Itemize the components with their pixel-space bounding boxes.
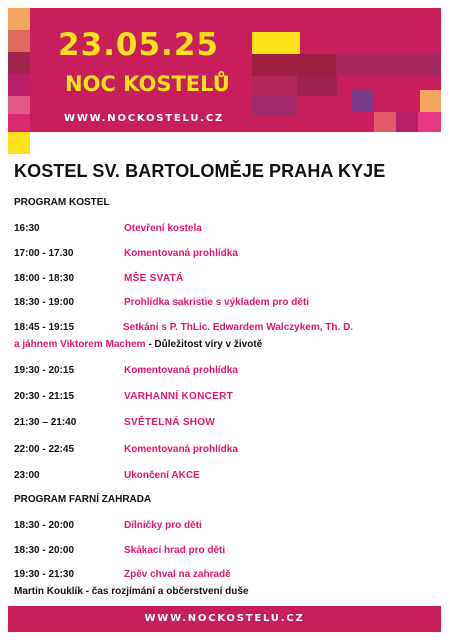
program-time: 17:00 - 17.30 — [14, 248, 74, 259]
section-heading-kostel: PROGRAM KOSTEL — [14, 197, 110, 208]
garden-event: Dílničky pro děti — [124, 520, 202, 531]
program-time: 21:30 – 21:40 — [14, 417, 77, 428]
program-time: 19:30 - 20:15 — [14, 365, 75, 376]
program-time: 16:30 — [14, 223, 40, 234]
mosaic-tile — [352, 90, 374, 112]
program-time: 18:00 - 18:30 — [14, 273, 75, 284]
program-event-continuation — [14, 340, 262, 350]
mosaic-tile — [8, 8, 30, 30]
header-banner — [8, 8, 441, 132]
program-event: Ukončení AKCE — [124, 470, 200, 481]
garden-event: Skákací hrad pro děti — [124, 545, 226, 556]
website-link[interactable]: WWW.NOCKOSTELU.CZ — [64, 113, 225, 124]
mosaic-tile — [8, 96, 30, 114]
footer-bar — [8, 606, 441, 632]
program-event-cont-pink: a jáhnem Viktorem Machem — [14, 339, 146, 350]
mosaic-tile — [418, 112, 441, 132]
footer-website-link[interactable]: WWW.NOCKOSTELU.CZ — [144, 613, 305, 624]
program-event: Komentovaná prohlídka — [124, 248, 238, 259]
garden-time: 18:30 - 20:00 — [14, 545, 75, 556]
mosaic-tile — [252, 32, 300, 54]
program-event: Komentovaná prohlídka — [124, 444, 238, 455]
mosaic-tile — [252, 54, 336, 76]
program-event: Otevření kostela — [124, 223, 202, 234]
mosaic-tile — [252, 96, 297, 116]
event-title: NOC KOSTELŮ — [65, 72, 230, 96]
mosaic-tile — [374, 112, 396, 132]
program-event: Setkání s P. ThLic. Edwardem Walczykem, Th. D. — [123, 322, 354, 333]
mosaic-tile — [300, 32, 328, 54]
garden-event-continuation: Martin Kouklík - čas rozjímání a občerstvení duše — [14, 586, 249, 597]
garden-time: 18:30 - 20:00 — [14, 520, 75, 531]
mosaic-tile — [420, 90, 441, 112]
garden-event: Zpěv chval na zahradě — [124, 569, 231, 580]
mosaic-tile — [8, 74, 30, 96]
garden-time: 19:30 - 21:30 — [14, 569, 75, 580]
church-heading: KOSTEL SV. BARTOLOMĚJE PRAHA KYJE — [14, 161, 386, 181]
program-event: VARHANNÍ KONCERT — [124, 391, 234, 402]
program-event: MŠE SVATÁ — [124, 273, 184, 284]
program-time: 20:30 - 21:15 — [14, 391, 75, 402]
program-time: 23:00 — [14, 470, 40, 481]
program-event-cont-dark: - Důležitost víry v životě — [145, 339, 263, 350]
event-date: 23.05.25 — [58, 27, 219, 63]
mosaic-tile — [8, 30, 30, 52]
program-event: Komentovaná prohlídka — [124, 365, 238, 376]
mosaic-tile — [396, 112, 418, 132]
program-event: Prohlídka sakristie s výkladem pro děti — [124, 297, 310, 308]
program-time: 18:45 - 19:15 — [14, 322, 75, 333]
mosaic-tile — [8, 114, 30, 132]
program-time: 22:00 - 22:45 — [14, 444, 75, 455]
section-heading-zahrada: PROGRAM FARNÍ ZAHRADA — [14, 494, 152, 505]
mosaic-tile — [8, 52, 30, 74]
mosaic-tile — [297, 76, 337, 96]
mosaic-tile — [8, 132, 30, 154]
program-event: SVĚTELNÁ SHOW — [124, 417, 216, 428]
mosaic-tile — [252, 76, 297, 96]
mosaic-tile — [336, 54, 441, 76]
program-time: 18:30 - 19:00 — [14, 297, 75, 308]
